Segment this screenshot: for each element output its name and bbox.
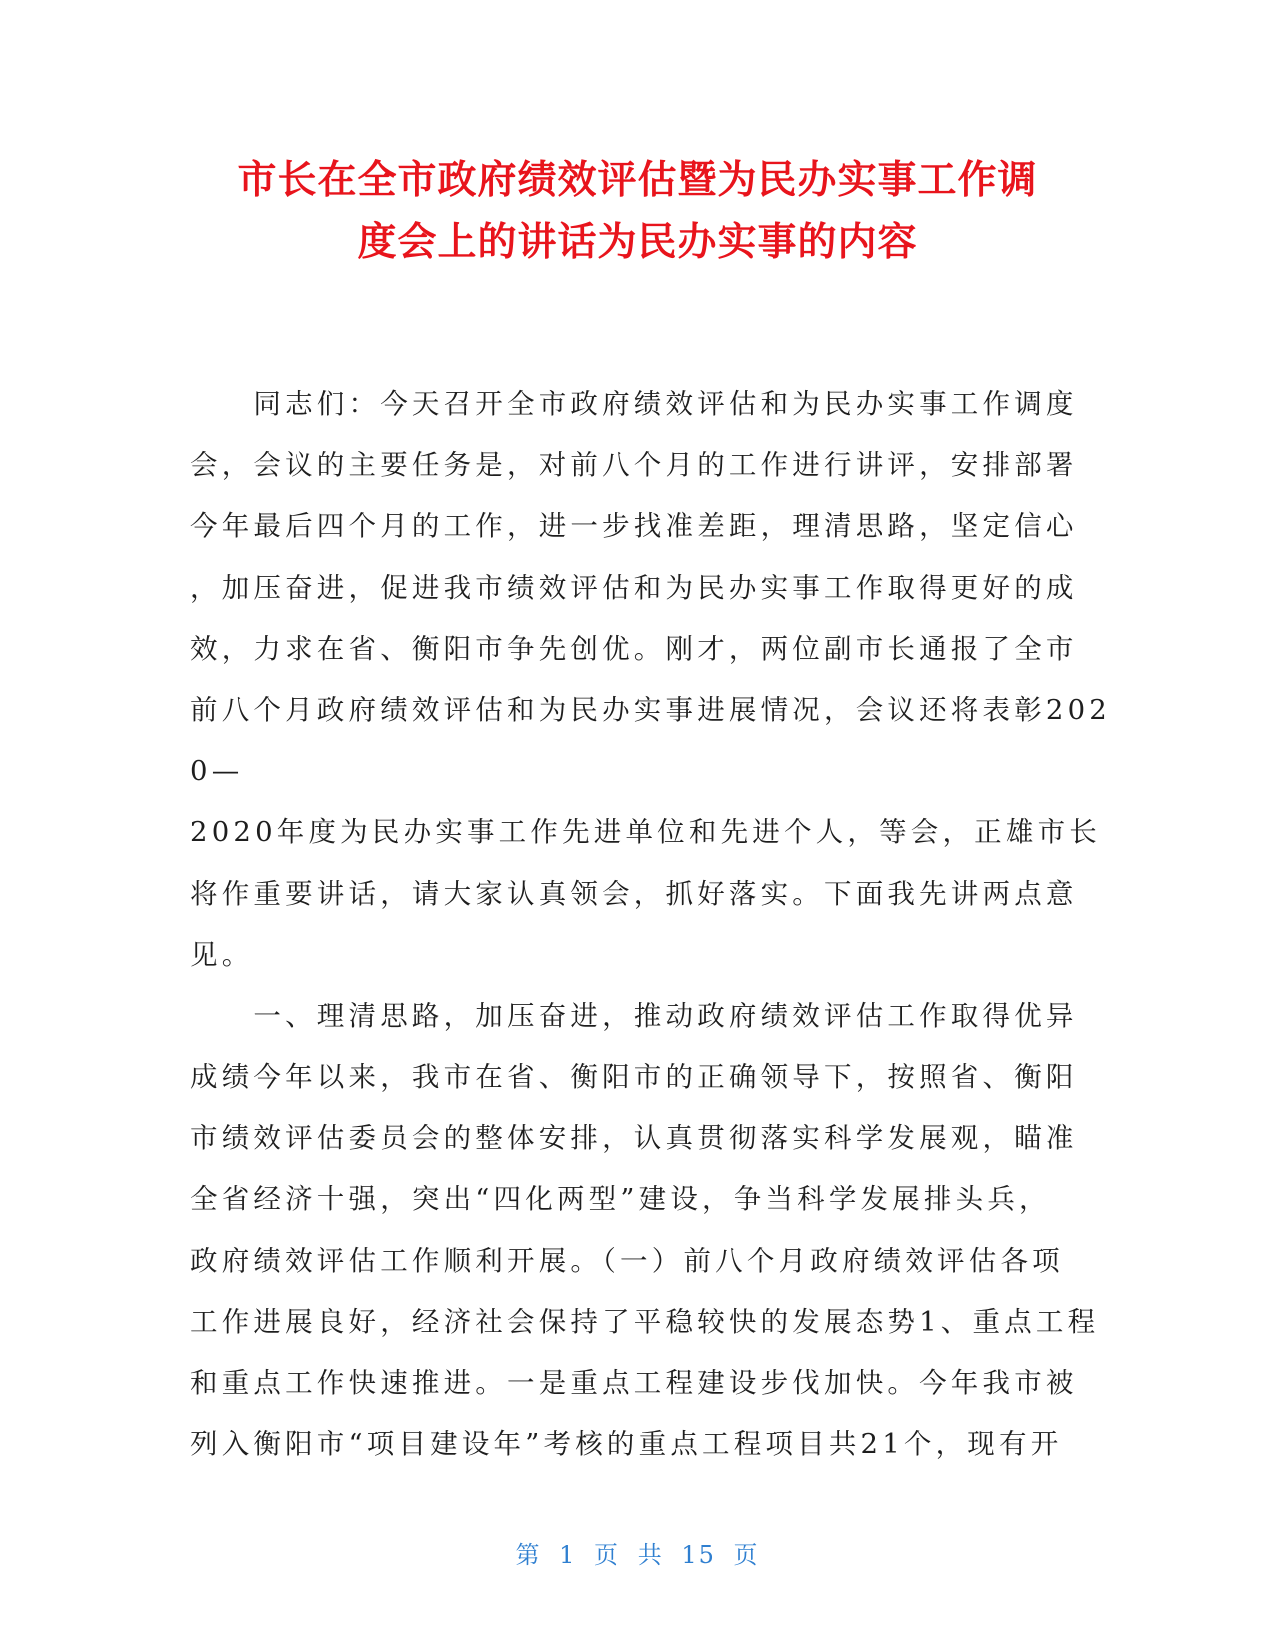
footer-current-page: 1 (559, 1541, 577, 1569)
body-line: 将作重要讲话，请大家认真领会，抓好落实。下面我先讲两点意 (190, 877, 1078, 910)
body-line: 工作进展良好，经济社会保持了平稳较快的发展态势1、重点工程 (190, 1305, 1100, 1338)
body-line: 市绩效评估委员会的整体安排，认真贯彻落实科学发展观，瞄准 (190, 1122, 1078, 1155)
body-line: 今年最后四个月的工作，进一步找准差距，理清思路，坚定信心 (190, 510, 1078, 543)
body-line: 政府绩效评估工作顺利开展。（一）前八个月政府绩效评估各项 (190, 1244, 1064, 1277)
body-line: 成绩今年以来，我市在省、衡阳市的正确领导下，按照省、衡阳 (190, 1061, 1078, 1094)
body-line: 会，会议的主要任务是，对前八个月的工作进行讲评，安排部署 (190, 449, 1078, 482)
footer-total-label: 共 (637, 1541, 664, 1569)
body-line: 和重点工作快速推进。一是重点工程建设步伐加快。今年我市被 (190, 1367, 1078, 1399)
document-body (190, 374, 1111, 1475)
body-line: ，加压奋进，促进我市绩效评估和为民办实事工作取得更好的成 (190, 571, 1078, 604)
footer-page-label: 第 (515, 1541, 542, 1569)
footer-total-pages: 15 (681, 1541, 716, 1569)
footer-page-unit: 页 (594, 1541, 621, 1569)
footer-total-unit: 页 (733, 1541, 760, 1569)
document-title (160, 150, 1115, 274)
body-line: 效，力求在省、衡阳市争先创优。刚才，两位副市长通报了全市 (190, 632, 1078, 665)
body-line: 一、理清思路，加压奋进，推动政府绩效评估工作取得优异 (190, 999, 1078, 1032)
title-line-2: 度会上的讲话为民办实事的内容 (357, 220, 918, 265)
body-line: 前八个月政府绩效评估和为民办实事进展情况，会议还将表彰202 (190, 693, 1111, 726)
body-line: 全省经济十强，突出“四化两型”建设，争当科学发展排头兵， (190, 1183, 1051, 1216)
body-line: 0— (190, 755, 244, 788)
page-footer (0, 1535, 1275, 1570)
body-line: 2020年度为民办实事工作先进单位和先进个人，等会，正雄市长 (190, 816, 1101, 849)
title-line-1: 市长在全市政府绩效评估暨为民办实事工作调 (237, 158, 1038, 203)
body-line: 同志们：今天召开全市政府绩效评估和为民办实事工作调度 (190, 388, 1078, 420)
body-line: 列入衡阳市“项目建设年”考核的重点工程项目共21个，现有开 (190, 1428, 1063, 1461)
body-line: 见。 (190, 938, 254, 971)
